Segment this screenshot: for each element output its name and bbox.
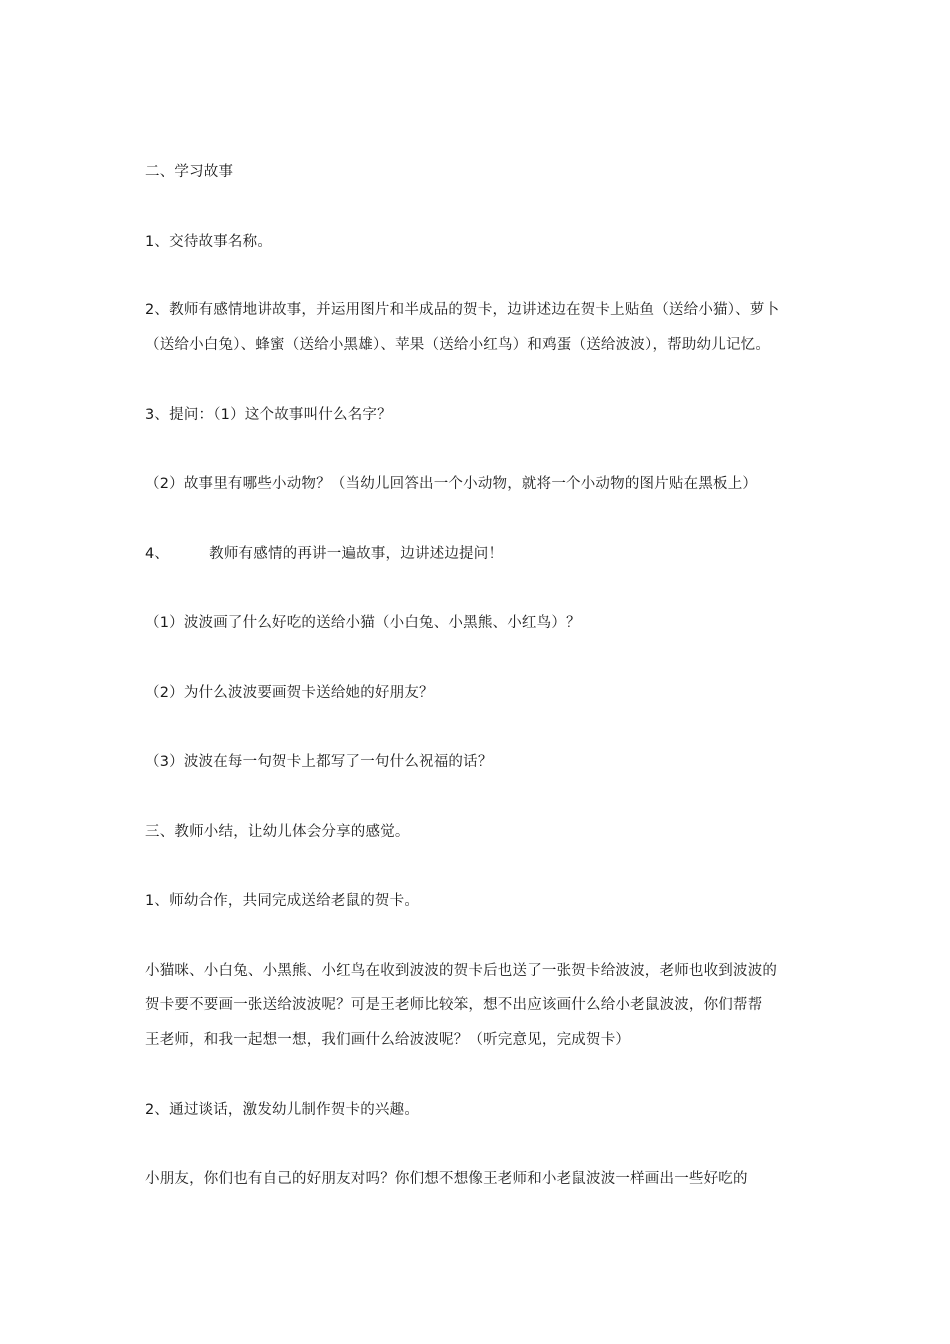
step-2-line-2: （送给小白兔）、蜂蜜（送给小黑雄）、苹果（送给小红鸟）和鸡蛋（送给波波），帮助幼儿记忆。 (145, 337, 771, 353)
paragraph-line-3: 王老师，和我一起想一想，我们画什么给波波呢？（听完意见，完成贺卡） (145, 1032, 631, 1048)
sub-question-2: （2）为什么波波要画贺卡送给她的好朋友？ (145, 685, 434, 701)
question-2: （2）故事里有哪些小动物？（当幼儿回答出一个小动物，就将一个小动物的图片贴在黑板上） (145, 476, 758, 492)
paragraph-line-2: 贺卡要不要画一张送给波波呢？可是王老师比较笨，想不出应该画什么给小老鼠波波，你们帮帮 (145, 997, 763, 1013)
paragraph-line-1: 小猫咪、小白兔、小黑熊、小红鸟在收到波波的贺卡后也送了一张贺卡给波波，老师也收到波波的 (145, 963, 778, 979)
step-1-story-name: 1、交待故事名称。 (145, 234, 273, 250)
section-heading-learn-story: 二、学习故事 (145, 164, 234, 180)
section-heading-teacher-summary: 三、教师小结，让幼儿体会分享的感觉。 (145, 824, 410, 840)
step-4-text: 教师有感情的再讲一遍故事，边讲述边提问！ (209, 546, 504, 562)
step-2-line-1: 2、教师有感情地讲故事，并运用图片和半成品的贺卡，边讲述边在贺卡上贴鱼（送给小猫）、萝卜 (145, 302, 780, 318)
step-4-number: 4、 (145, 546, 170, 562)
step-3-question-1: 3、提问：（1）这个故事叫什么名字？ (145, 407, 392, 423)
sub-question-3: （3）波波在每一句贺卡上都写了一句什么祝福的话？ (145, 754, 493, 770)
step-4 (145, 544, 503, 564)
sub-question-1: （1）波波画了什么好吃的送给小猫（小白兔、小黑熊、小红鸟）？ (145, 615, 581, 631)
summary-step-2: 2、通过谈话，激发幼儿制作贺卡的兴趣。 (145, 1102, 420, 1118)
closing-paragraph: 小朋友，你们也有自己的好朋友对吗？你们想不想像王老师和小老鼠波波一样画出一些好吃的 (145, 1171, 748, 1187)
summary-step-1: 1、师幼合作，共同完成送给老鼠的贺卡。 (145, 893, 420, 909)
